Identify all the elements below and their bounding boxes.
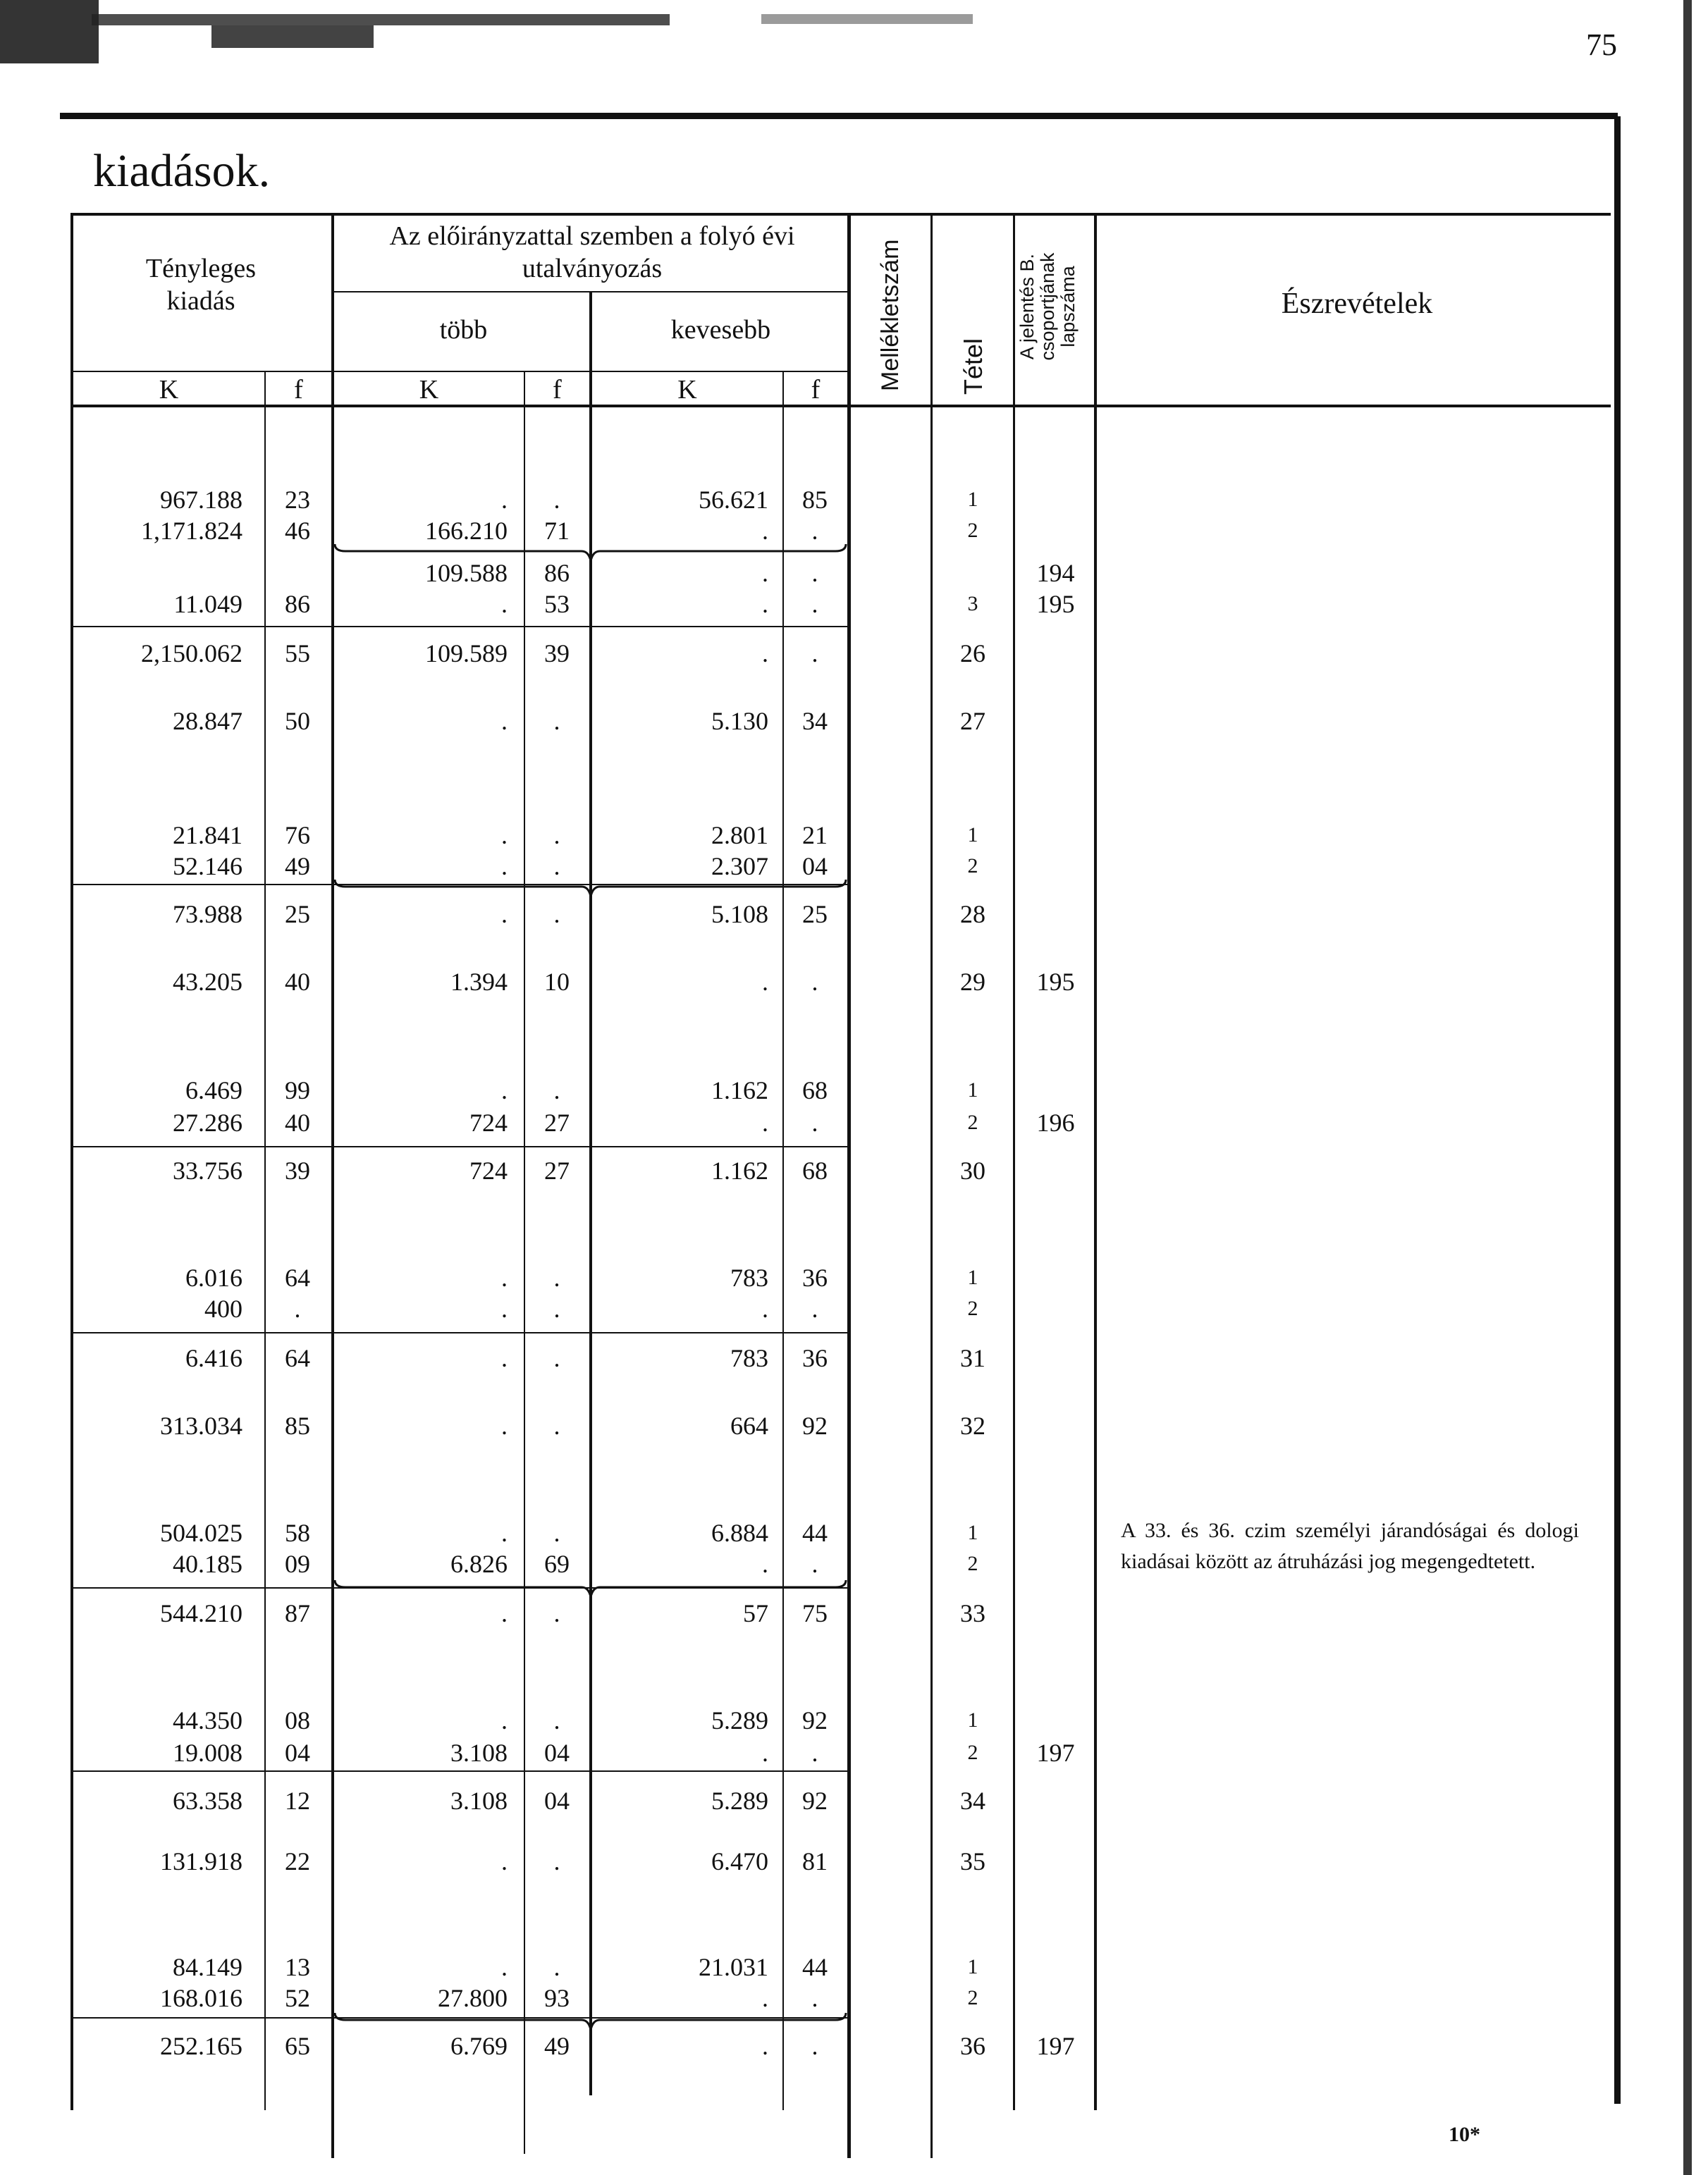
header-rule <box>73 371 849 372</box>
cell-kevesebb-k: 6.884 <box>711 1519 768 1547</box>
cell-tobb-k: . <box>501 1344 508 1372</box>
cell-kevesebb-k: . <box>762 517 768 545</box>
cell-tobb-f: 53 <box>544 590 570 618</box>
cell-tobb-f: . <box>553 1847 560 1875</box>
cell-k: 27.286 <box>173 1109 242 1137</box>
cell-tobb-k: . <box>501 1264 508 1292</box>
cell-tetel: 32 <box>960 1412 985 1440</box>
header-tetel: Tétel <box>959 338 988 395</box>
scan-artifact <box>1683 0 1692 2175</box>
cell-tobb-k: . <box>501 590 508 618</box>
cell-f: 25 <box>285 900 310 928</box>
cell-tobb-k: 6.769 <box>450 2032 508 2060</box>
cell-f: 08 <box>285 1706 310 1735</box>
cell-tetel: 28 <box>960 900 985 928</box>
cell-tetel: 26 <box>960 639 985 667</box>
cell-tetel: 2 <box>967 519 978 542</box>
cell-f: 99 <box>285 1076 310 1104</box>
cell-lapszam: 197 <box>1036 1739 1075 1767</box>
cell-lapszam: 197 <box>1036 2032 1075 2060</box>
cell-tobb-f: . <box>553 1344 560 1372</box>
cell-tobb-f: 86 <box>544 559 570 587</box>
cell-tobb-k: 109.589 <box>425 639 508 667</box>
header-lapszam: A jelentés B. csoportjának lapszáma <box>1016 252 1079 361</box>
cell-k: 6.469 <box>185 1076 242 1104</box>
header-f: f <box>294 375 303 405</box>
cell-kevesebb-f: 25 <box>802 900 828 928</box>
header-top-rule <box>70 213 1611 216</box>
cell-tetel: 1 <box>967 1955 978 1978</box>
scan-artifact <box>0 0 99 63</box>
cell-kevesebb-k: 5.289 <box>711 1706 768 1735</box>
cell-f: 76 <box>285 821 310 849</box>
cell-lapszam: 196 <box>1036 1109 1075 1137</box>
cell-tobb-f: . <box>553 1295 560 1323</box>
cell-tobb-k: 3.108 <box>450 1739 508 1767</box>
cell-tobb-f: . <box>553 1264 560 1292</box>
cell-tobb-f: 39 <box>544 639 570 667</box>
brace <box>331 543 853 564</box>
total-rule <box>73 1770 849 1772</box>
header-f: f <box>811 375 821 405</box>
cell-k: 400 <box>204 1295 242 1323</box>
cell-tobb-k: . <box>501 900 508 928</box>
scan-artifact <box>211 25 374 48</box>
cell-tobb-f: 27 <box>544 1157 570 1185</box>
cell-kevesebb-k: 56.621 <box>699 486 768 514</box>
cell-tobb-k: . <box>501 1519 508 1547</box>
cell-kevesebb-k: 1.162 <box>711 1157 768 1185</box>
cell-tobb-k: . <box>501 1599 508 1627</box>
cell-tetel: 2 <box>967 1297 978 1320</box>
cell-kevesebb-k: . <box>762 590 768 618</box>
page-number: 75 <box>1586 27 1617 62</box>
cell-kevesebb-f: 44 <box>802 1519 828 1547</box>
header-group: Az előirányzattal szemben a folyó évi utalványozás <box>389 221 795 283</box>
cell-tetel: 2 <box>967 854 978 877</box>
cell-tobb-k: 724 <box>469 1157 508 1185</box>
cell-kevesebb-f: . <box>811 1550 818 1578</box>
cell-k: 52.146 <box>173 852 242 880</box>
cell-f: 12 <box>285 1787 310 1815</box>
cell-tobb-k: 27.800 <box>438 1984 508 2012</box>
subcol-divider <box>782 371 784 2110</box>
page-title: kiadások. <box>93 145 271 197</box>
cell-tobb-f: 04 <box>544 1787 570 1815</box>
cell-kevesebb-k: 783 <box>730 1264 768 1292</box>
cell-tetel: 1 <box>967 1708 978 1732</box>
cell-k: 33.756 <box>173 1157 242 1185</box>
cell-tobb-k: . <box>501 486 508 514</box>
cell-kevesebb-f: 81 <box>802 1847 828 1875</box>
header-tobb: több <box>439 315 488 345</box>
cell-kevesebb-k: 5.130 <box>711 707 768 735</box>
cell-tobb-f: . <box>553 1519 560 1547</box>
cell-tetel: 27 <box>960 707 985 735</box>
cell-tobb-f: 69 <box>544 1550 570 1578</box>
cell-tetel: 1 <box>967 823 978 846</box>
brace <box>331 1579 853 1600</box>
subcol-divider <box>524 371 525 2154</box>
cell-kevesebb-k: 783 <box>730 1344 768 1372</box>
cell-tobb-f: 04 <box>544 1739 570 1767</box>
cell-kevesebb-k: . <box>762 1984 768 2012</box>
cell-kevesebb-f: 36 <box>802 1264 828 1292</box>
cell-tobb-k: 6.826 <box>450 1550 508 1578</box>
cell-tobb-k: 724 <box>469 1109 508 1137</box>
cell-tobb-f: . <box>553 1953 560 1981</box>
cell-tetel: 31 <box>960 1344 985 1372</box>
cell-tobb-f: 10 <box>544 968 570 996</box>
cell-f: 09 <box>285 1550 310 1578</box>
header-mellekletszam: Mellékletszám <box>877 239 904 391</box>
cell-kevesebb-f: . <box>811 639 818 667</box>
cell-k: 544.210 <box>160 1599 242 1627</box>
cell-kevesebb-f: . <box>811 590 818 618</box>
cell-k: 44.350 <box>173 1706 242 1735</box>
cell-f: 85 <box>285 1412 310 1440</box>
cell-kevesebb-f: 44 <box>802 1953 828 1981</box>
cell-kevesebb-f: 36 <box>802 1344 828 1372</box>
cell-tetel: 34 <box>960 1787 985 1815</box>
header-eszrevetelek: Észrevételek <box>1281 288 1433 320</box>
cell-k: 252.165 <box>160 2032 242 2060</box>
cell-f: 40 <box>285 968 310 996</box>
cell-tobb-f: 49 <box>544 2032 570 2060</box>
cell-kevesebb-f: . <box>811 1739 818 1767</box>
brace <box>331 878 853 899</box>
cell-k: 73.988 <box>173 900 242 928</box>
cell-kevesebb-k: 5.289 <box>711 1787 768 1815</box>
cell-kevesebb-k: . <box>762 968 768 996</box>
cell-f: 23 <box>285 486 310 514</box>
cell-kevesebb-f: . <box>811 517 818 545</box>
cell-k: 43.205 <box>173 968 242 996</box>
cell-kevesebb-f: 04 <box>802 852 828 880</box>
cell-tobb-f: 93 <box>544 1984 570 2012</box>
cell-tetel: 1 <box>967 488 978 511</box>
cell-kevesebb-k: . <box>762 1109 768 1137</box>
cell-kevesebb-f: . <box>811 559 818 587</box>
brace <box>331 2011 853 2033</box>
cell-f: 13 <box>285 1953 310 1981</box>
cell-f: 55 <box>285 639 310 667</box>
cell-kevesebb-f: . <box>811 2032 818 2060</box>
total-rule <box>73 1332 849 1333</box>
cell-f: 04 <box>285 1739 310 1767</box>
cell-kevesebb-f: . <box>811 1984 818 2012</box>
cell-tobb-k: 3.108 <box>450 1787 508 1815</box>
footnote: 10* <box>1449 2123 1480 2146</box>
cell-lapszam: 195 <box>1036 968 1075 996</box>
cell-k: 967.188 <box>160 486 242 514</box>
cell-kevesebb-k: . <box>762 559 768 587</box>
cell-kevesebb-k: . <box>762 639 768 667</box>
remark-note: A 33. és 36. czim személyi járandóságai és dologi kiadásai között az átruházási jog megengedtetett. <box>1121 1519 1579 1573</box>
cell-tetel: 2 <box>967 1986 978 2009</box>
cell-f: 22 <box>285 1847 310 1875</box>
header-f: f <box>553 375 562 405</box>
right-border <box>1614 116 1621 2104</box>
cell-k: 63.358 <box>173 1787 242 1815</box>
cell-kevesebb-f: 92 <box>802 1706 828 1735</box>
cell-tetel: 3 <box>967 592 978 615</box>
cell-tetel: 1 <box>967 1266 978 1289</box>
cell-f: 65 <box>285 2032 310 2060</box>
top-rule <box>60 113 1618 119</box>
header-k: K <box>677 375 697 405</box>
cell-k: 313.034 <box>160 1412 242 1440</box>
cell-tobb-k: . <box>501 1953 508 1981</box>
cell-kevesebb-f: . <box>811 1109 818 1137</box>
cell-kevesebb-f: 75 <box>802 1599 828 1627</box>
cell-kevesebb-k: 664 <box>730 1412 768 1440</box>
total-rule <box>73 1146 849 1147</box>
cell-kevesebb-k: 57 <box>743 1599 768 1627</box>
cell-kevesebb-k: 5.108 <box>711 900 768 928</box>
cell-f: 52 <box>285 1984 310 2012</box>
cell-kevesebb-k: . <box>762 1295 768 1323</box>
cell-tetel: 1 <box>967 1078 978 1102</box>
cell-tobb-k: . <box>501 821 508 849</box>
cell-tobb-f: . <box>553 900 560 928</box>
cell-tetel: 1 <box>967 1521 978 1544</box>
cell-kevesebb-f: 21 <box>802 821 828 849</box>
cell-tobb-f: 71 <box>544 517 570 545</box>
cell-f: 87 <box>285 1599 310 1627</box>
cell-tobb-f: . <box>553 852 560 880</box>
cell-k: 84.149 <box>173 1953 242 1981</box>
cell-tetel: 35 <box>960 1847 985 1875</box>
cell-kevesebb-k: 21.031 <box>699 1953 768 1981</box>
cell-f: 40 <box>285 1109 310 1137</box>
cell-tetel: 33 <box>960 1599 985 1627</box>
cell-f: 86 <box>285 590 310 618</box>
cell-tobb-k: 109.588 <box>425 559 508 587</box>
cell-tetel: 36 <box>960 2032 985 2060</box>
cell-f: 64 <box>285 1264 310 1292</box>
cell-f: 64 <box>285 1344 310 1372</box>
cell-kevesebb-f: . <box>811 968 818 996</box>
cell-tobb-k: . <box>501 1847 508 1875</box>
cell-f: 39 <box>285 1157 310 1185</box>
cell-kevesebb-k: 6.470 <box>711 1847 768 1875</box>
cell-kevesebb-k: . <box>762 1550 768 1578</box>
cell-tobb-k: . <box>501 707 508 735</box>
cell-lapszam: 194 <box>1036 559 1075 587</box>
cell-tobb-k: . <box>501 1412 508 1440</box>
cell-f: 49 <box>285 852 310 880</box>
scan-artifact <box>761 14 973 24</box>
cell-k: 6.016 <box>185 1264 242 1292</box>
cell-tetel: 2 <box>967 1741 978 1764</box>
cell-k: 21.841 <box>173 821 242 849</box>
col-divider <box>930 213 933 2158</box>
cell-kevesebb-k: . <box>762 2032 768 2060</box>
cell-kevesebb-f: 68 <box>802 1076 828 1104</box>
cell-tetel: 30 <box>960 1157 985 1185</box>
cell-tobb-f: . <box>553 821 560 849</box>
cell-kevesebb-f: 85 <box>802 486 828 514</box>
total-rule <box>73 626 849 627</box>
cell-kevesebb-f: 92 <box>802 1787 828 1815</box>
cell-lapszam: 195 <box>1036 590 1075 618</box>
header-kevesebb: kevesebb <box>670 315 771 345</box>
cell-f: 46 <box>285 517 310 545</box>
cell-tobb-f: . <box>553 707 560 735</box>
cell-tobb-k: 166.210 <box>425 517 508 545</box>
cell-k: 2,150.062 <box>141 639 242 667</box>
cell-f: 58 <box>285 1519 310 1547</box>
cell-kevesebb-f: . <box>811 1295 818 1323</box>
cell-k: 28.847 <box>173 707 242 735</box>
cell-kevesebb-f: 34 <box>802 707 828 735</box>
cell-f: 50 <box>285 707 310 735</box>
col-divider <box>1013 213 1015 2110</box>
col-divider <box>847 213 851 2158</box>
cell-tobb-f: . <box>553 1706 560 1735</box>
cell-tetel: 29 <box>960 968 985 996</box>
cell-kevesebb-k: 2.801 <box>711 821 768 849</box>
cell-k: 504.025 <box>160 1519 242 1547</box>
cell-tobb-k: . <box>501 1706 508 1735</box>
header-tenyleges: Tényleges kiadás <box>145 254 257 316</box>
cell-kevesebb-f: 68 <box>802 1157 828 1185</box>
cell-tobb-f: . <box>553 1599 560 1627</box>
header-k: K <box>419 375 439 405</box>
cell-k: 6.416 <box>185 1344 242 1372</box>
cell-tobb-f: . <box>553 1412 560 1440</box>
cell-f: . <box>294 1295 301 1323</box>
cell-kevesebb-f: 92 <box>802 1412 828 1440</box>
cell-tobb-f: 27 <box>544 1109 570 1137</box>
cell-tobb-k: 1.394 <box>450 968 508 996</box>
cell-tobb-k: . <box>501 852 508 880</box>
cell-k: 40.185 <box>173 1550 242 1578</box>
cell-tobb-f: . <box>553 1076 560 1104</box>
cell-tobb-k: . <box>501 1295 508 1323</box>
cell-kevesebb-k: 1.162 <box>711 1076 768 1104</box>
cell-k: 131.918 <box>160 1847 242 1875</box>
col-divider <box>1094 213 1097 2110</box>
cell-tetel: 2 <box>967 1111 978 1134</box>
subcol-divider <box>264 371 266 2110</box>
header-k: K <box>159 375 179 405</box>
scan-artifact <box>92 14 670 25</box>
cell-tobb-k: . <box>501 1076 508 1104</box>
cell-k: 11.049 <box>173 590 242 618</box>
cell-tobb-f: . <box>553 486 560 514</box>
cell-kevesebb-k: 2.307 <box>711 852 768 880</box>
cell-tetel: 2 <box>967 1552 978 1575</box>
cell-k: 1,171.824 <box>141 517 242 545</box>
cell-k: 19.008 <box>173 1739 242 1767</box>
cell-kevesebb-k: . <box>762 1739 768 1767</box>
cell-k: 168.016 <box>160 1984 242 2012</box>
